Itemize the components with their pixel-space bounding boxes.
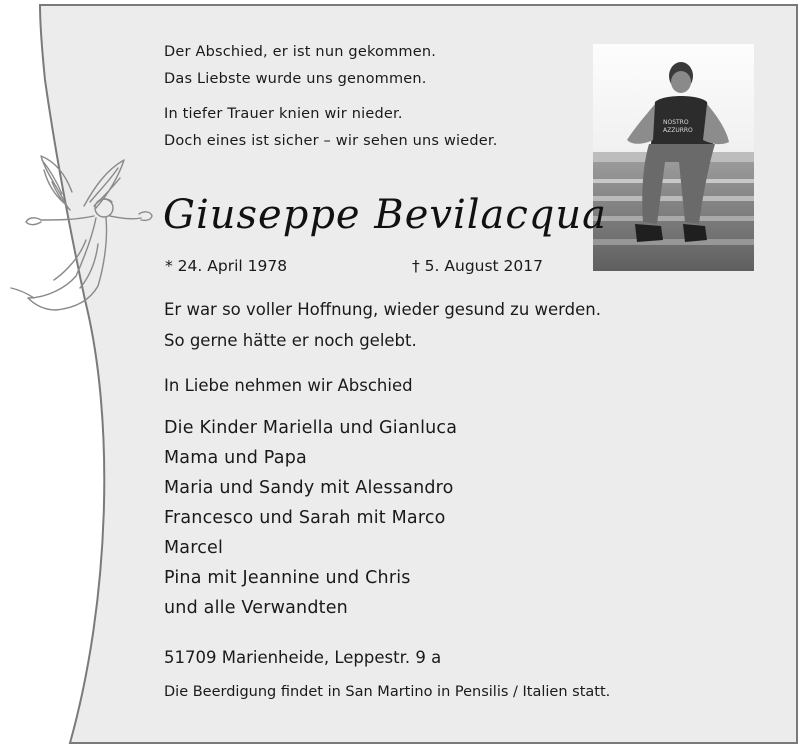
mourner-line-5: Marcel bbox=[164, 538, 224, 558]
address: 51709 Marienheide, Leppestr. 9 a bbox=[164, 648, 442, 667]
mourner-line-1: Die Kinder Mariella und Gianluca bbox=[164, 418, 458, 438]
farewell-line: In Liebe nehmen wir Abschied bbox=[164, 376, 413, 395]
poem-line-3: In tiefer Trauer knien wir nieder. bbox=[164, 106, 403, 122]
shirt-text-line-1: NOSTRO bbox=[663, 119, 689, 126]
deceased-name: Giuseppe Bevilacqua bbox=[163, 192, 608, 238]
angel-icon bbox=[6, 148, 156, 328]
death-date: † 5. August 2017 bbox=[412, 257, 544, 275]
poem-line-2: Das Liebste wurde uns genommen. bbox=[164, 71, 427, 87]
tribute-line-2: So gerne hätte er noch gelebt. bbox=[164, 331, 417, 350]
mourner-line-6: Pina mit Jeannine und Chris bbox=[164, 568, 411, 588]
mourner-line-4: Francesco und Sarah mit Marco bbox=[164, 508, 446, 528]
birth-date: * 24. April 1978 bbox=[165, 257, 288, 275]
tribute-line-1: Er war so voller Hoffnung, wieder gesund zu werden. bbox=[164, 300, 602, 319]
mourner-line-2: Mama und Papa bbox=[164, 448, 307, 468]
burial-note: Die Beerdigung findet in San Martino in Pensilis / Italien statt. bbox=[164, 684, 611, 700]
portrait-photo bbox=[593, 44, 754, 271]
shirt-text-line-2: AZZURRO bbox=[663, 127, 693, 134]
poem-line-4: Doch eines ist sicher – wir sehen uns wieder. bbox=[164, 133, 498, 149]
poem-line-1: Der Abschied, er ist nun gekommen. bbox=[164, 44, 437, 60]
mourner-line-7: und alle Verwandten bbox=[164, 598, 348, 618]
mourner-line-3: Maria und Sandy mit Alessandro bbox=[164, 478, 454, 498]
